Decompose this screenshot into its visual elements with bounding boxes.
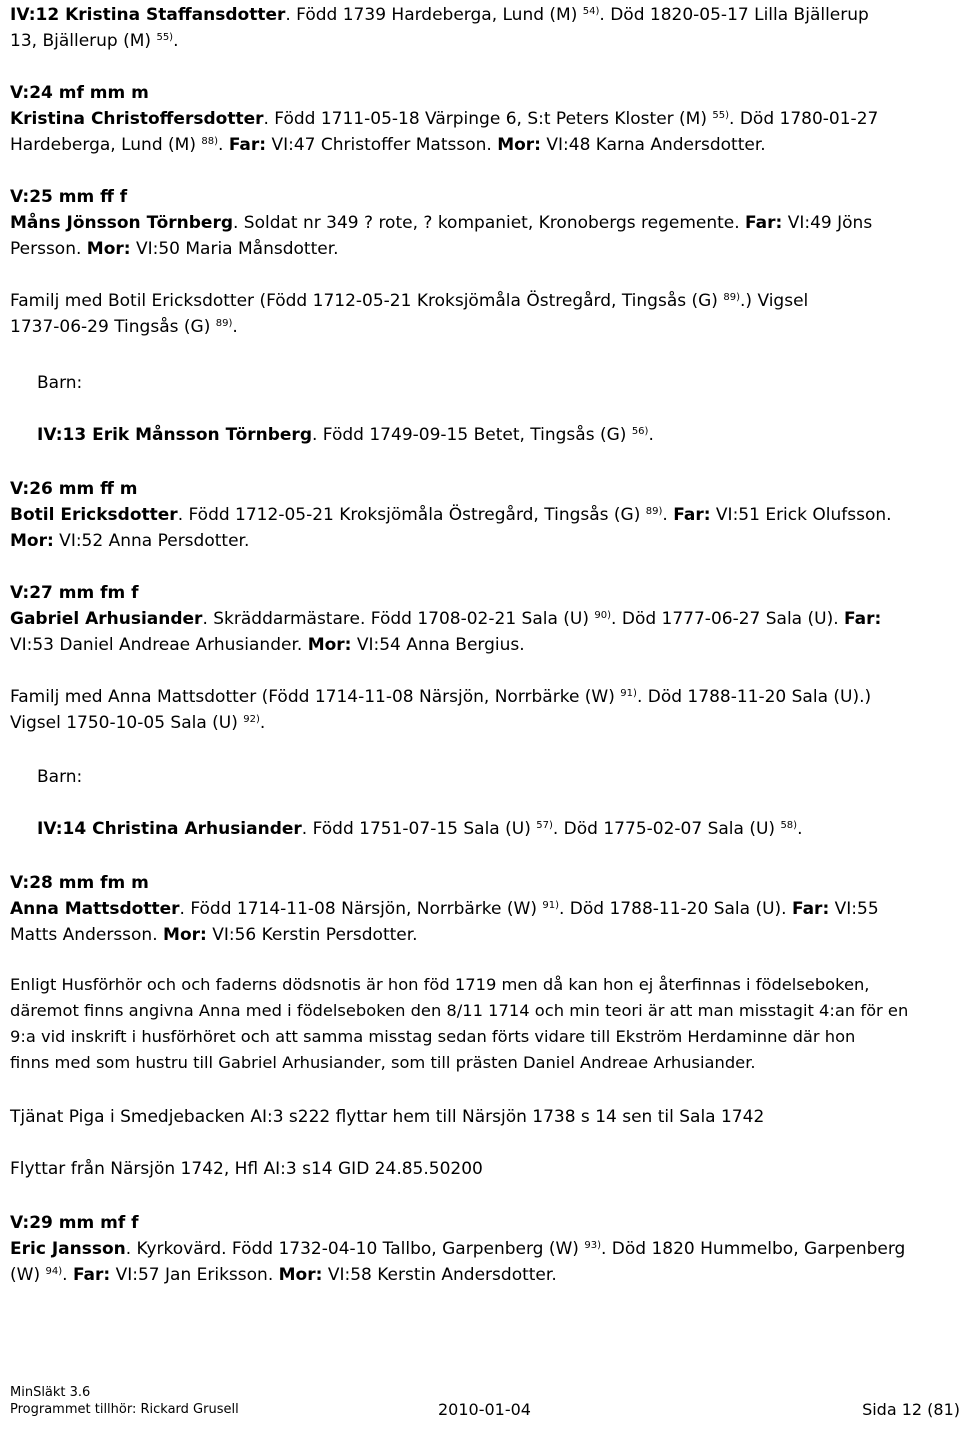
entry-v28 (10, 870, 955, 948)
note-line (10, 1156, 955, 1182)
source-ref: 89) (215, 318, 233, 329)
entry-v27 (10, 580, 955, 658)
text: Persson. (10, 239, 87, 259)
text: . Död 1820 Hummelbo, Garpenberg (600, 1239, 906, 1259)
text: . Död 1775-02-07 Sala (U) (552, 819, 781, 839)
person-name: Gabriel Arhusiander (10, 609, 203, 629)
text: VI:49 Jöns (782, 213, 873, 233)
text: VI:58 Kerstin Andersdotter. (322, 1265, 557, 1285)
text: VI:52 Anna Persdotter. (53, 531, 250, 551)
text: Familj med Anna Mattsdotter (Född 1714-11-08 Närsjön, Norrbärke (W) (10, 687, 621, 707)
source-ref: 56) (631, 426, 649, 437)
child-iv13 (37, 422, 955, 448)
father-label: Far: (791, 899, 830, 919)
mother-label: Mor: (10, 531, 54, 551)
text: Barn: (37, 373, 83, 393)
entry-heading: V:25 mm ff f (10, 187, 128, 207)
mother-label: Mor: (497, 135, 541, 155)
text: . Död 1780-01-27 (729, 109, 879, 129)
text: VI:53 Daniel Andreae Arhusiander. (10, 635, 308, 655)
text: . Född 1739 Hardeberga, Lund (M) (285, 5, 583, 25)
text: . Död 1777-06-27 Sala (U). (611, 609, 845, 629)
page-footer (10, 1384, 960, 1418)
source-ref: 54) (582, 6, 600, 17)
text: . (648, 425, 654, 445)
mother-label: Mor: (307, 635, 352, 655)
person-name: Botil Ericksdotter (10, 505, 178, 525)
text: . Död 1788-11-20 Sala (U).) (636, 687, 872, 707)
source-ref: 94) (45, 1266, 63, 1277)
text: Tjänat Piga i Smedjebacken AI:3 s222 flyttar hem till Närsjön 1738 s 14 sen til Sala 1742 (10, 1107, 765, 1127)
source-ref: 92) (243, 714, 260, 725)
text: Hardeberga, Lund (M) (10, 135, 202, 155)
person-name: IV:13 Erik Månsson Törnberg (37, 425, 312, 445)
text: VI:55 (829, 899, 879, 919)
text: . (662, 505, 674, 525)
text: 9:a vid inskrift i husförhöret och att samma misstag sedan förts vidare till Ekström Herdaminne där hon (10, 1027, 856, 1046)
footer-date: 2010-01-04 (438, 1400, 531, 1419)
source-ref: 91) (620, 688, 637, 699)
text: däremot finns angivna Anna med i födelseboken den 8/11 1714 och min teori är att man misstagit 4:an för en (10, 1001, 909, 1020)
text: . (173, 31, 179, 51)
mother-label: Mor: (278, 1265, 323, 1285)
children-label (37, 370, 955, 396)
text: finns med som hustru till Gabriel Arhusiander, som till prästen Daniel Andreae Arhusiander. (10, 1053, 756, 1072)
text: VI:50 Maria Månsdotter. (130, 239, 339, 259)
entry-heading: V:26 mm ff m (10, 479, 138, 499)
text: . Död 1788-11-20 Sala (U). (559, 899, 792, 919)
text: Vigsel 1750-10-05 Sala (U) (10, 713, 244, 733)
mother-label: Mor: (86, 239, 131, 259)
entry-v25 (10, 184, 955, 262)
text: . Född 1749-09-15 Betet, Tingsås (G) (312, 425, 632, 445)
text: . (232, 317, 238, 337)
child-iv14 (37, 816, 955, 842)
text: VI:57 Jan Eriksson. (110, 1265, 279, 1285)
text: VI:54 Anna Bergius. (351, 635, 525, 655)
person-name: Måns Jönsson Törnberg (10, 213, 233, 233)
source-ref: 93) (584, 1240, 601, 1251)
owner-label: Programmet tillhör: Rickard Grusell (10, 1402, 239, 1417)
person-name: Kristina Christoffersdotter (10, 109, 264, 129)
text: . Född 1751-07-15 Sala (U) (301, 819, 537, 839)
text: . (797, 819, 803, 839)
text: VI:47 Christoffer Matsson. (266, 135, 498, 155)
entry-heading: V:24 mf mm m (10, 83, 149, 103)
source-ref: 90) (594, 610, 612, 621)
entry-v24 (10, 80, 955, 158)
father-label: Far: (228, 135, 267, 155)
text: . Kyrkovärd. Född 1732-04-10 Tallbo, Garpenberg (W) (125, 1239, 585, 1259)
page-number: Sida 12 (81) (862, 1400, 960, 1419)
text: Matts Andersson. (10, 925, 164, 945)
text: . Död 1820-05-17 Lilla Bjällerup (599, 5, 869, 25)
text: (W) (10, 1265, 46, 1285)
source-ref: 58) (780, 820, 798, 831)
text: . Född 1711-05-18 Värpinge 6, S:t Peters Kloster (M) (263, 109, 713, 129)
text: . Skräddarmästare. Född 1708-02-21 Sala (U) (202, 609, 595, 629)
source-ref: 57) (536, 820, 553, 831)
text: Familj med Botil Ericksdotter (Född 1712-05-21 Kroksjömåla Östregård, Tingsås (G) (10, 291, 724, 311)
source-ref: 55) (712, 110, 730, 121)
app-name: MinSläkt 3.6 (10, 1385, 91, 1400)
text: . Född 1712-05-21 Kroksjömåla Östregård, Tingsås (G) (177, 505, 646, 525)
text: 13, Bjällerup (M) (10, 31, 157, 51)
source-ref: 89) (723, 292, 740, 303)
text: Flyttar från Närsjön 1742, Hfl AI:3 s14 GID 24.85.50200 (10, 1159, 483, 1179)
entry-v29 (10, 1210, 955, 1288)
source-ref: 91) (542, 900, 559, 911)
text: . (62, 1265, 73, 1285)
entry-heading: V:27 mm fm f (10, 583, 139, 603)
family-v25 (10, 288, 955, 340)
mother-label: Mor: (163, 925, 207, 945)
note-paragraph (10, 972, 955, 1076)
source-ref: 55) (156, 32, 174, 43)
person-name: IV:12 Kristina Staffansdotter (10, 5, 286, 25)
person-name: Eric Jansson (10, 1239, 126, 1259)
entry-iv12 (10, 2, 955, 54)
entry-v26 (10, 476, 955, 554)
entry-heading: V:28 mm fm m (10, 873, 149, 893)
entry-heading: V:29 mm mf f (10, 1213, 139, 1233)
text: . Soldat nr 349 ? rote, ? kompaniet, Kronobergs regemente. (233, 213, 746, 233)
text: . Född 1714-11-08 Närsjön, Norrbärke (W) (179, 899, 543, 919)
children-label (37, 764, 955, 790)
family-v27 (10, 684, 955, 736)
text: .) Vigsel (740, 291, 809, 311)
text: . (259, 713, 266, 733)
father-label: Far: (673, 505, 711, 525)
father-label: Far: (745, 213, 783, 233)
text: VI:56 Kerstin Persdotter. (206, 925, 418, 945)
text: VI:51 Erick Olufsson. (710, 505, 892, 525)
source-ref: 89) (645, 506, 663, 517)
father-label: Far: (72, 1265, 111, 1285)
text: VI:48 Karna Andersdotter. (540, 135, 766, 155)
text: Barn: (37, 767, 83, 787)
text: Enligt Husförhör och och faderns dödsnotis är hon föd 1719 men då kan hon ej återfinnas i födelseboken, (10, 975, 870, 994)
source-ref: 88) (201, 136, 218, 147)
person-name: IV:14 Christina Arhusiander (37, 819, 302, 839)
text: 1737-06-29 Tingsås (G) (10, 317, 216, 337)
note-line (10, 1104, 955, 1130)
text: . (218, 135, 229, 155)
father-label: Far: (844, 609, 882, 629)
person-name: Anna Mattsdotter (10, 899, 180, 919)
